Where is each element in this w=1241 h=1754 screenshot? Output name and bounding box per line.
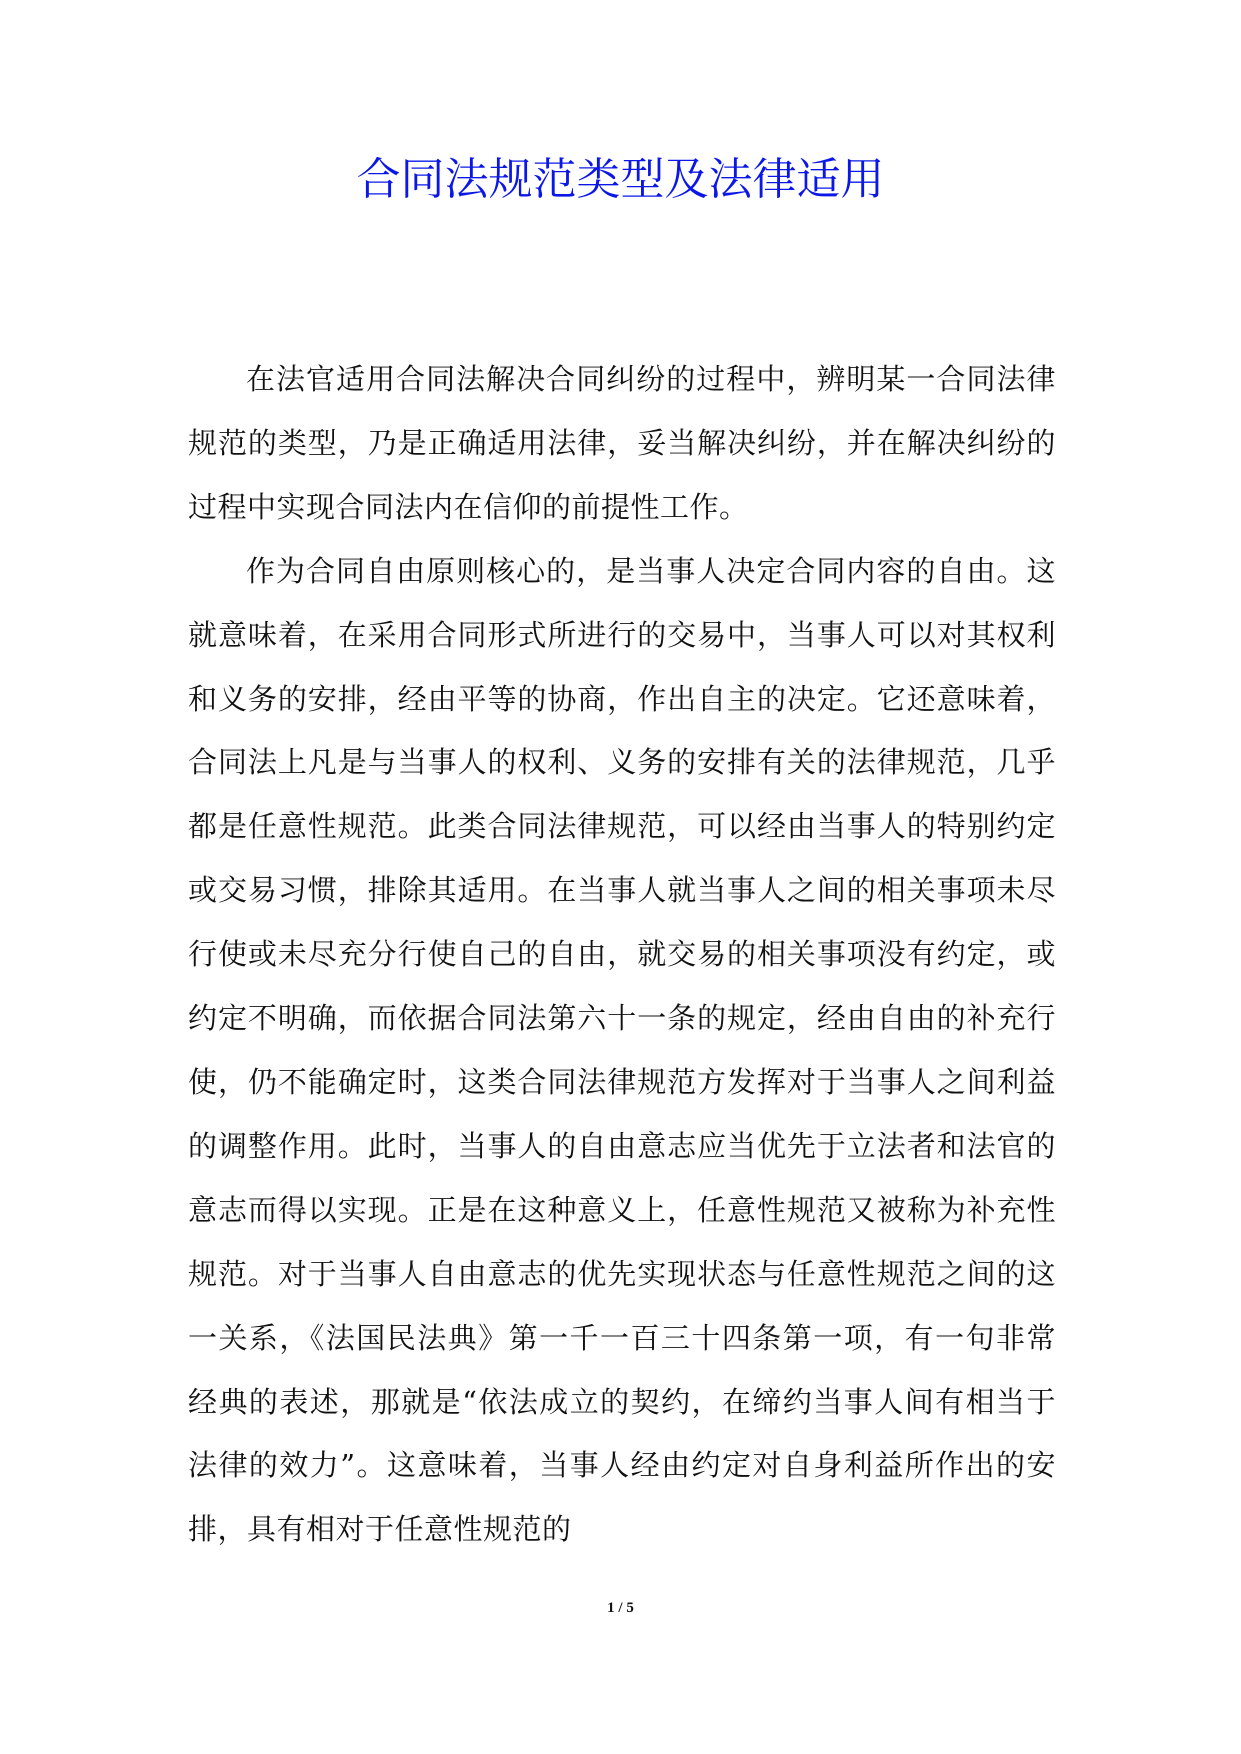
document-body [188,348,1056,1562]
page-number: 1 / 5 [607,1600,634,1616]
paragraph-1: 在法官适用合同法解决合同纠纷的过程中，辨明某一合同法律规范的类型，乃是正确适用法律，妥当解决纠纷，并在解决纠纷的过程中实现合同法内在信仰的前提性工作。 [188,362,1056,524]
document-title: 合同法规范类型及法律适用 [356,154,885,205]
paragraph-2: 作为合同自由原则核心的，是当事人决定合同内容的自由。这就意味着，在采用合同形式所进行的交易中，当事人可以对其权利和义务的安排，经由平等的协商，作出自主的决定。它还意味着，合同法上凡是与当事人的权利、义务的安排有关的法律规范，几乎都是任意性规范。此类合同法律规范，可以经由当事人的特别约定或交易习惯，排除其适用。在当事人就当事人之间的相关事项未尽行使或未尽充分行使自己的自由，就交易的相关事项没有约定，或约定不明确，而依据合同法第六十一条的规定，经由自由的补充行使，仍不能确定时，这类合同法律规范方发挥对于当事人之间利益的调整作用。此时，当事人的自由意志应当优先于立法者和法官的意志而得以实现。正是在这种意义上，任意性规范又被称为补充性规范。对于当事人自由意志的优先实现状态与任意性规范之间的这一关系，《法国民法典》第一千一百三十四条第一项，有一句非常经典的表述，那就是“依法成立的契约，在缔约当事人间有相当于法律的效力”。这意味着，当事人经由约定对自身利益所作出的安排，具有相对于任意性规范的 [188,553,1056,1547]
